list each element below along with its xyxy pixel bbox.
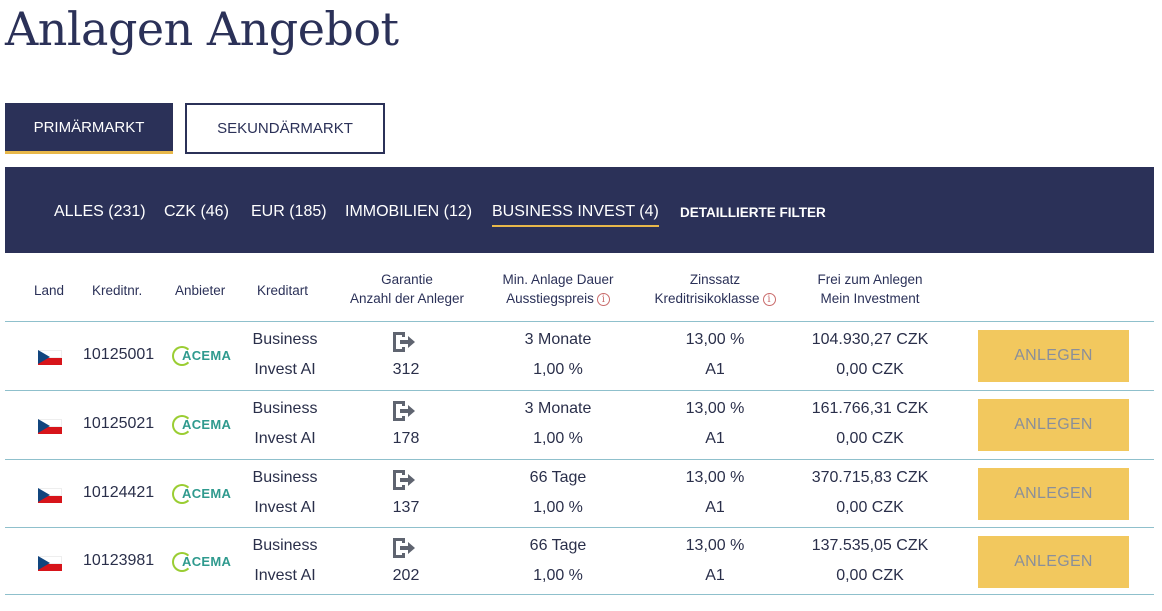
- min-duration: 3 Monate: [524, 400, 592, 417]
- my-investment: 0,00 CZK: [836, 361, 904, 378]
- risk-class: A1: [705, 361, 725, 378]
- provider-name: ACEMA: [182, 486, 232, 501]
- col-duration: [488, 270, 628, 308]
- risk-class: A1: [705, 430, 725, 447]
- free-amount: 370.715,83 CZK: [811, 469, 929, 486]
- investor-count: 178: [392, 430, 420, 447]
- provider-name: ACEMA: [182, 417, 232, 432]
- filter-bar: [5, 167, 1154, 253]
- free-amount: 161.766,31 CZK: [811, 400, 929, 417]
- col-rate-line1: Zinssatz: [689, 272, 741, 287]
- czech-flag-icon: [38, 488, 62, 503]
- my-investment: 0,00 CZK: [836, 430, 904, 447]
- acema-logo: [172, 346, 234, 366]
- tab-primary-market[interactable]: PRIMÄRMARKT: [5, 103, 173, 154]
- filter-real-estate[interactable]: IMMOBILIEN (12): [345, 203, 473, 220]
- col-guarantee: [343, 270, 471, 308]
- exit-price: 1,00 %: [533, 361, 583, 378]
- free-amount: 137.535,05 CZK: [811, 537, 929, 554]
- page-title: Anlagen Angebot: [5, 2, 399, 56]
- filter-all[interactable]: ALLES (231): [54, 203, 146, 220]
- loan-type-line1: Business: [252, 537, 318, 554]
- loan-number: 10123981: [83, 552, 155, 569]
- col-rate-line2: Kreditrisikoklasse: [654, 291, 760, 306]
- loan-number: 10125001: [83, 346, 155, 363]
- loan-type-line1: Business: [252, 400, 318, 417]
- loan-type-line2: Invest AI: [254, 361, 316, 378]
- risk-class: A1: [705, 567, 725, 584]
- table-row: [5, 321, 1154, 389]
- col-loan-no: Kreditnr.: [92, 283, 143, 298]
- table-row: [5, 459, 1154, 527]
- col-duration-line2: Ausstiegspreis: [506, 291, 594, 306]
- col-free-line1: Frei zum Anlegen: [817, 272, 923, 287]
- col-free-line2: Mein Investment: [820, 291, 920, 306]
- guarantee-exit-icon[interactable]: [391, 330, 417, 354]
- interest-rate: 13,00 %: [685, 400, 745, 417]
- filter-business-invest[interactable]: BUSINESS INVEST (4): [492, 203, 659, 227]
- table-row: [5, 390, 1154, 458]
- exit-price: 1,00 %: [533, 499, 583, 516]
- loan-type-line1: Business: [252, 469, 318, 486]
- min-duration: 3 Monate: [524, 331, 592, 348]
- my-investment: 0,00 CZK: [836, 567, 904, 584]
- loan-number: 10125021: [83, 415, 155, 432]
- provider-name: ACEMA: [182, 554, 232, 569]
- tab-secondary-market[interactable]: SEKUNDÄRMARKT: [185, 103, 385, 154]
- col-loan-type: Kreditart: [257, 283, 309, 298]
- czech-flag-icon: [38, 350, 62, 365]
- czech-flag-icon: [38, 556, 62, 571]
- czech-flag-icon: [38, 419, 62, 434]
- risk-class: A1: [705, 499, 725, 516]
- loan-type-line1: Business: [252, 331, 318, 348]
- acema-logo: [172, 552, 234, 572]
- min-duration: 66 Tage: [529, 537, 587, 554]
- invest-button[interactable]: ANLEGEN: [978, 330, 1129, 382]
- interest-rate: 13,00 %: [685, 331, 745, 348]
- guarantee-exit-icon[interactable]: [391, 536, 417, 560]
- min-duration: 66 Tage: [529, 469, 587, 486]
- investor-count: 137: [392, 499, 420, 516]
- filter-detailed[interactable]: DETAILLIERTE FILTER: [680, 205, 826, 220]
- col-duration-line1: Min. Anlage Dauer: [502, 272, 614, 287]
- col-provider: Anbieter: [175, 283, 226, 298]
- filter-eur[interactable]: EUR (185): [251, 203, 327, 220]
- my-investment: 0,00 CZK: [836, 499, 904, 516]
- investor-count: 202: [392, 567, 420, 584]
- interest-rate: 13,00 %: [685, 537, 745, 554]
- col-guarantee-line2: Anzahl der Anleger: [349, 291, 465, 306]
- invest-button[interactable]: ANLEGEN: [978, 536, 1129, 588]
- info-icon[interactable]: i: [597, 293, 610, 306]
- table-row: [5, 527, 1154, 595]
- col-rate: [645, 270, 785, 308]
- provider-name: ACEMA: [182, 348, 232, 363]
- col-guarantee-line1: Garantie: [381, 272, 433, 287]
- guarantee-exit-icon[interactable]: [391, 399, 417, 423]
- loan-type-line2: Invest AI: [254, 430, 316, 447]
- invest-button[interactable]: ANLEGEN: [978, 399, 1129, 451]
- invest-button[interactable]: ANLEGEN: [978, 468, 1129, 520]
- acema-logo: [172, 415, 234, 435]
- investor-count: 312: [392, 361, 420, 378]
- info-icon[interactable]: i: [763, 293, 776, 306]
- col-country: Land: [34, 283, 65, 298]
- acema-logo: [172, 484, 234, 504]
- free-amount: 104.930,27 CZK: [811, 331, 929, 348]
- exit-price: 1,00 %: [533, 567, 583, 584]
- interest-rate: 13,00 %: [685, 469, 745, 486]
- guarantee-exit-icon[interactable]: [391, 468, 417, 492]
- loan-type-line2: Invest AI: [254, 567, 316, 584]
- loan-type-line2: Invest AI: [254, 499, 316, 516]
- loan-number: 10124421: [83, 484, 155, 501]
- filter-czk[interactable]: CZK (46): [164, 203, 229, 220]
- col-free: [800, 270, 940, 308]
- exit-price: 1,00 %: [533, 430, 583, 447]
